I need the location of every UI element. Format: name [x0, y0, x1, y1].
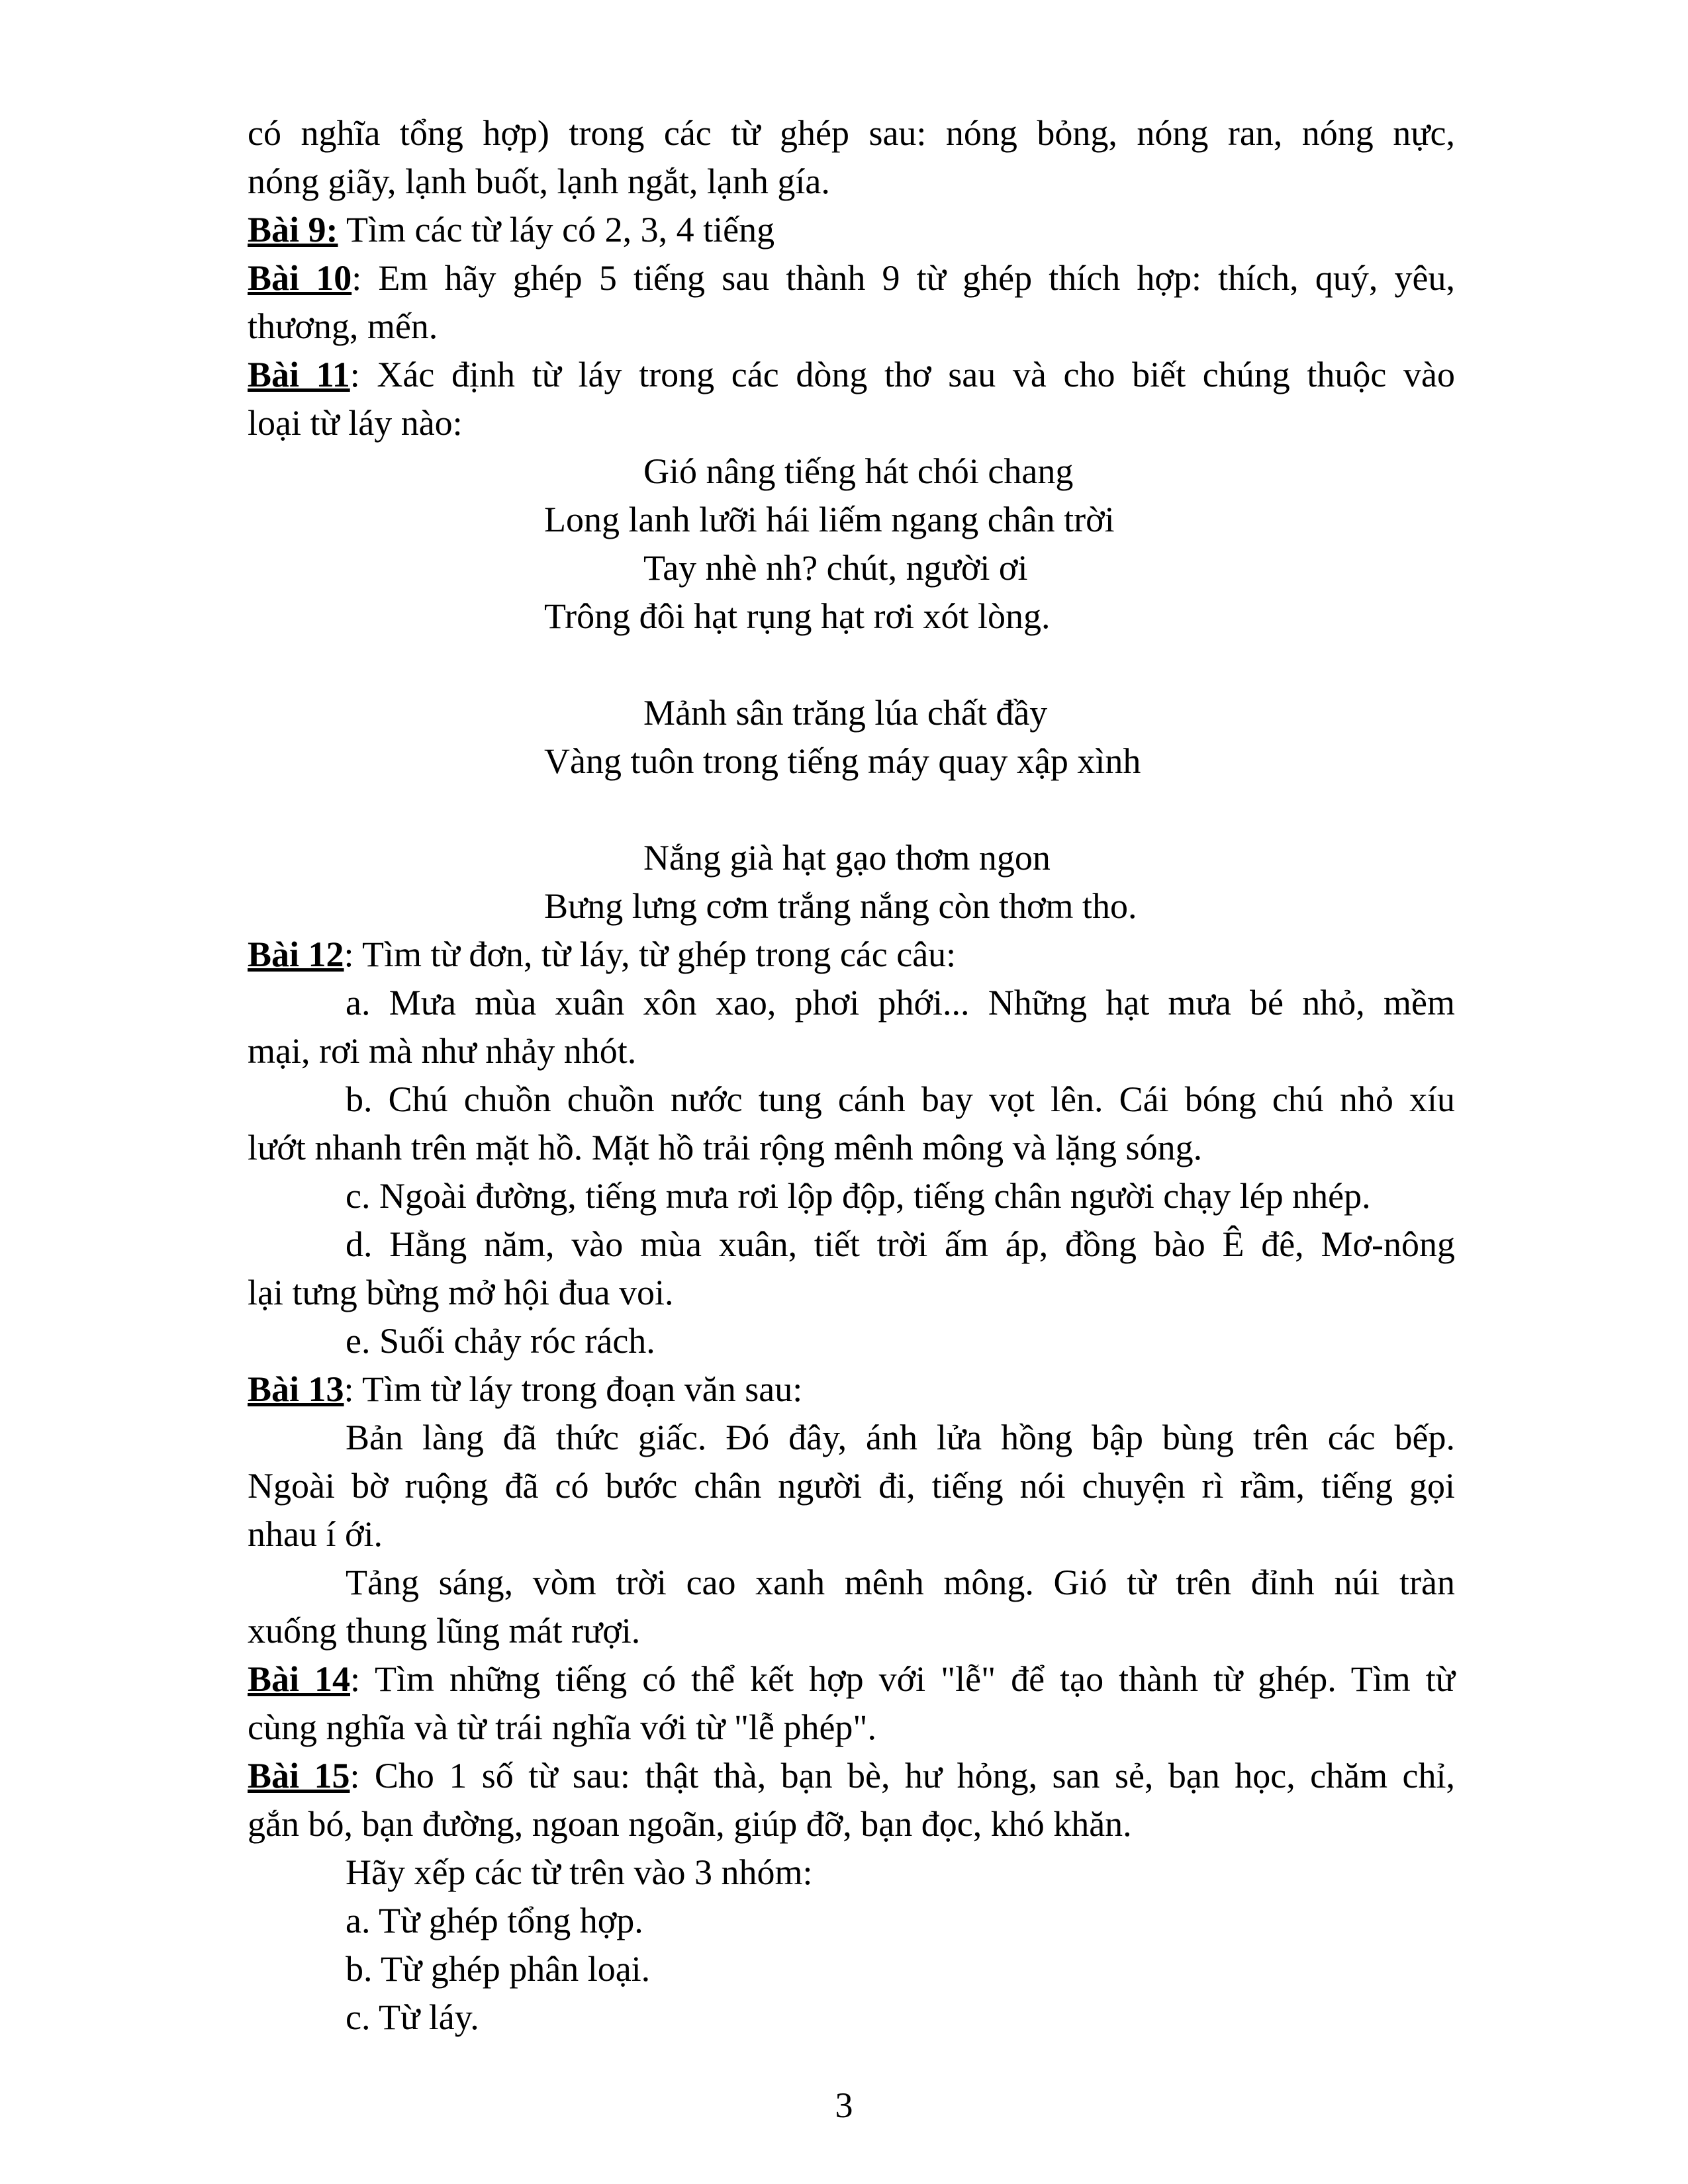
- exercise-15-title: Bài 15: [248, 1756, 350, 1796]
- exercise-9-text: Tìm các từ láy có 2, 3, 4 tiếng: [338, 210, 775, 250]
- poem: [248, 447, 1455, 931]
- exercise-13-title: Bài 13: [248, 1369, 344, 1409]
- exercise-13-p2-1: Tảng sáng, vòm trời cao xanh mênh mông. Gió từ trên đỉnh núi tràn: [346, 1563, 1455, 1602]
- exercise-11-line-2: loại từ láy nào:: [248, 403, 463, 443]
- exercise-12-e: e. Suối chảy róc rách.: [346, 1321, 655, 1361]
- intro-line-2: nóng giãy, lạnh buốt, lạnh ngắt, lạnh gía.: [248, 161, 830, 201]
- exercise-14-line-2: cùng nghĩa và từ trái nghĩa với từ "lễ phép".: [248, 1707, 876, 1747]
- poem-line: Tay nhè nh? chút, người ơi: [643, 548, 1028, 588]
- exercise-15-group-c: c. Từ láy.: [346, 1997, 479, 2037]
- exercise-15: [248, 1752, 1455, 1800]
- exercise-12-b-2: lướt nhanh trên mặt hồ. Mặt hồ trải rộng mênh mông và lặng sóng.: [248, 1128, 1203, 1167]
- exercise-11-text: : Xác định từ láy trong các dòng thơ sau và cho biết chúng thuộc vào: [350, 355, 1455, 394]
- exercise-14-text: : Tìm những tiếng có thể kết hợp với "lễ" để tạo thành từ ghép. Tìm từ: [350, 1659, 1455, 1699]
- exercise-12-text: : Tìm từ đơn, từ láy, từ ghép trong các câu:: [344, 934, 957, 974]
- exercise-15-group-a: a. Từ ghép tổng hợp.: [346, 1901, 643, 1940]
- poem-line: Gió nâng tiếng hát chói chang: [643, 451, 1074, 491]
- exercise-12-d: d. Hằng năm, vào mùa xuân, tiết trời ấm áp, đồng bào Ê đê, Mơ-nông: [346, 1224, 1455, 1264]
- exercise-13-p1-1: Bản làng đã thức giấc. Đó đây, ánh lửa hồng bập bùng trên các bếp.: [346, 1418, 1455, 1457]
- exercise-15-group-b: b. Từ ghép phân loại.: [346, 1949, 651, 1989]
- exercise-12-c: c. Ngoài đường, tiếng mưa rơi lộp độp, tiếng chân người chạy lép nhép.: [346, 1176, 1371, 1216]
- poem-line: Mảnh sân trăng lúa chất đầy: [643, 693, 1048, 733]
- poem-line: Bưng lưng cơm trắng nắng còn thơm tho.: [544, 886, 1137, 926]
- exercise-12-b: b. Chú chuồn chuồn nước tung cánh bay vọt lên. Cái bóng chú nhỏ xíu: [346, 1079, 1455, 1119]
- exercise-9: [248, 206, 1455, 254]
- poem-line: Trông đôi hạt rụng hạt rơi xót lòng.: [544, 596, 1051, 636]
- exercise-12-a-2: mại, rơi mà như nhảy nhót.: [248, 1031, 637, 1071]
- exercise-12-a: a. Mưa mùa xuân xôn xao, phơi phới... Những hạt mưa bé nhỏ, mềm: [346, 983, 1455, 1023]
- poem-line: Long lanh lưỡi hái liếm ngang chân trời: [544, 500, 1115, 539]
- exercise-12-title: Bài 12: [248, 934, 344, 974]
- poem-line: Vàng tuôn trong tiếng máy quay xập xình: [544, 741, 1141, 781]
- exercise-10-text: : Em hãy ghép 5 tiếng sau thành 9 từ ghép thích hợp: thích, quý, yêu,: [352, 258, 1455, 298]
- exercise-9-title: Bài 9:: [248, 210, 338, 250]
- exercise-15-text: : Cho 1 số từ sau: thật thà, bạn bè, hư hỏng, san sẻ, bạn học, chăm chỉ,: [350, 1756, 1455, 1796]
- intro-line-1: có nghĩa tổng hợp) trong các từ ghép sau: nóng bỏng, nóng ran, nóng nực,: [248, 113, 1455, 153]
- exercise-13-p2-2: xuống thung lũng mát rượi.: [248, 1611, 641, 1651]
- exercise-13: [248, 1365, 1455, 1414]
- exercise-12: [248, 931, 1455, 979]
- exercise-10-line-2: thương, mến.: [248, 306, 438, 346]
- exercise-13-text: : Tìm từ láy trong đoạn văn sau:: [344, 1369, 803, 1409]
- exercise-13-p1-2: Ngoài bờ ruộng đã có bước chân người đi, tiếng nói chuyện rì rầm, tiếng gọi: [248, 1466, 1455, 1506]
- document-page: [248, 109, 1455, 2042]
- exercise-12-d-2: lại tưng bừng mở hội đua voi.: [248, 1273, 674, 1312]
- exercise-11: [248, 351, 1455, 399]
- exercise-14-title: Bài 14: [248, 1659, 351, 1699]
- exercise-15-line-2: gắn bó, bạn đường, ngoan ngoãn, giúp đỡ, bạn đọc, khó khăn.: [248, 1804, 1132, 1844]
- exercise-10: [248, 254, 1455, 302]
- exercise-13-p1-3: nhau í ới.: [248, 1514, 383, 1554]
- exercise-10-title: Bài 10: [248, 258, 352, 298]
- poem-line: Nắng già hạt gạo thơm ngon: [643, 838, 1051, 878]
- page-number: 3: [835, 2085, 853, 2125]
- exercise-15-task: Hãy xếp các từ trên vào 3 nhóm:: [346, 1852, 813, 1892]
- exercise-11-title: Bài 11: [248, 355, 350, 394]
- exercise-14: [248, 1655, 1455, 1704]
